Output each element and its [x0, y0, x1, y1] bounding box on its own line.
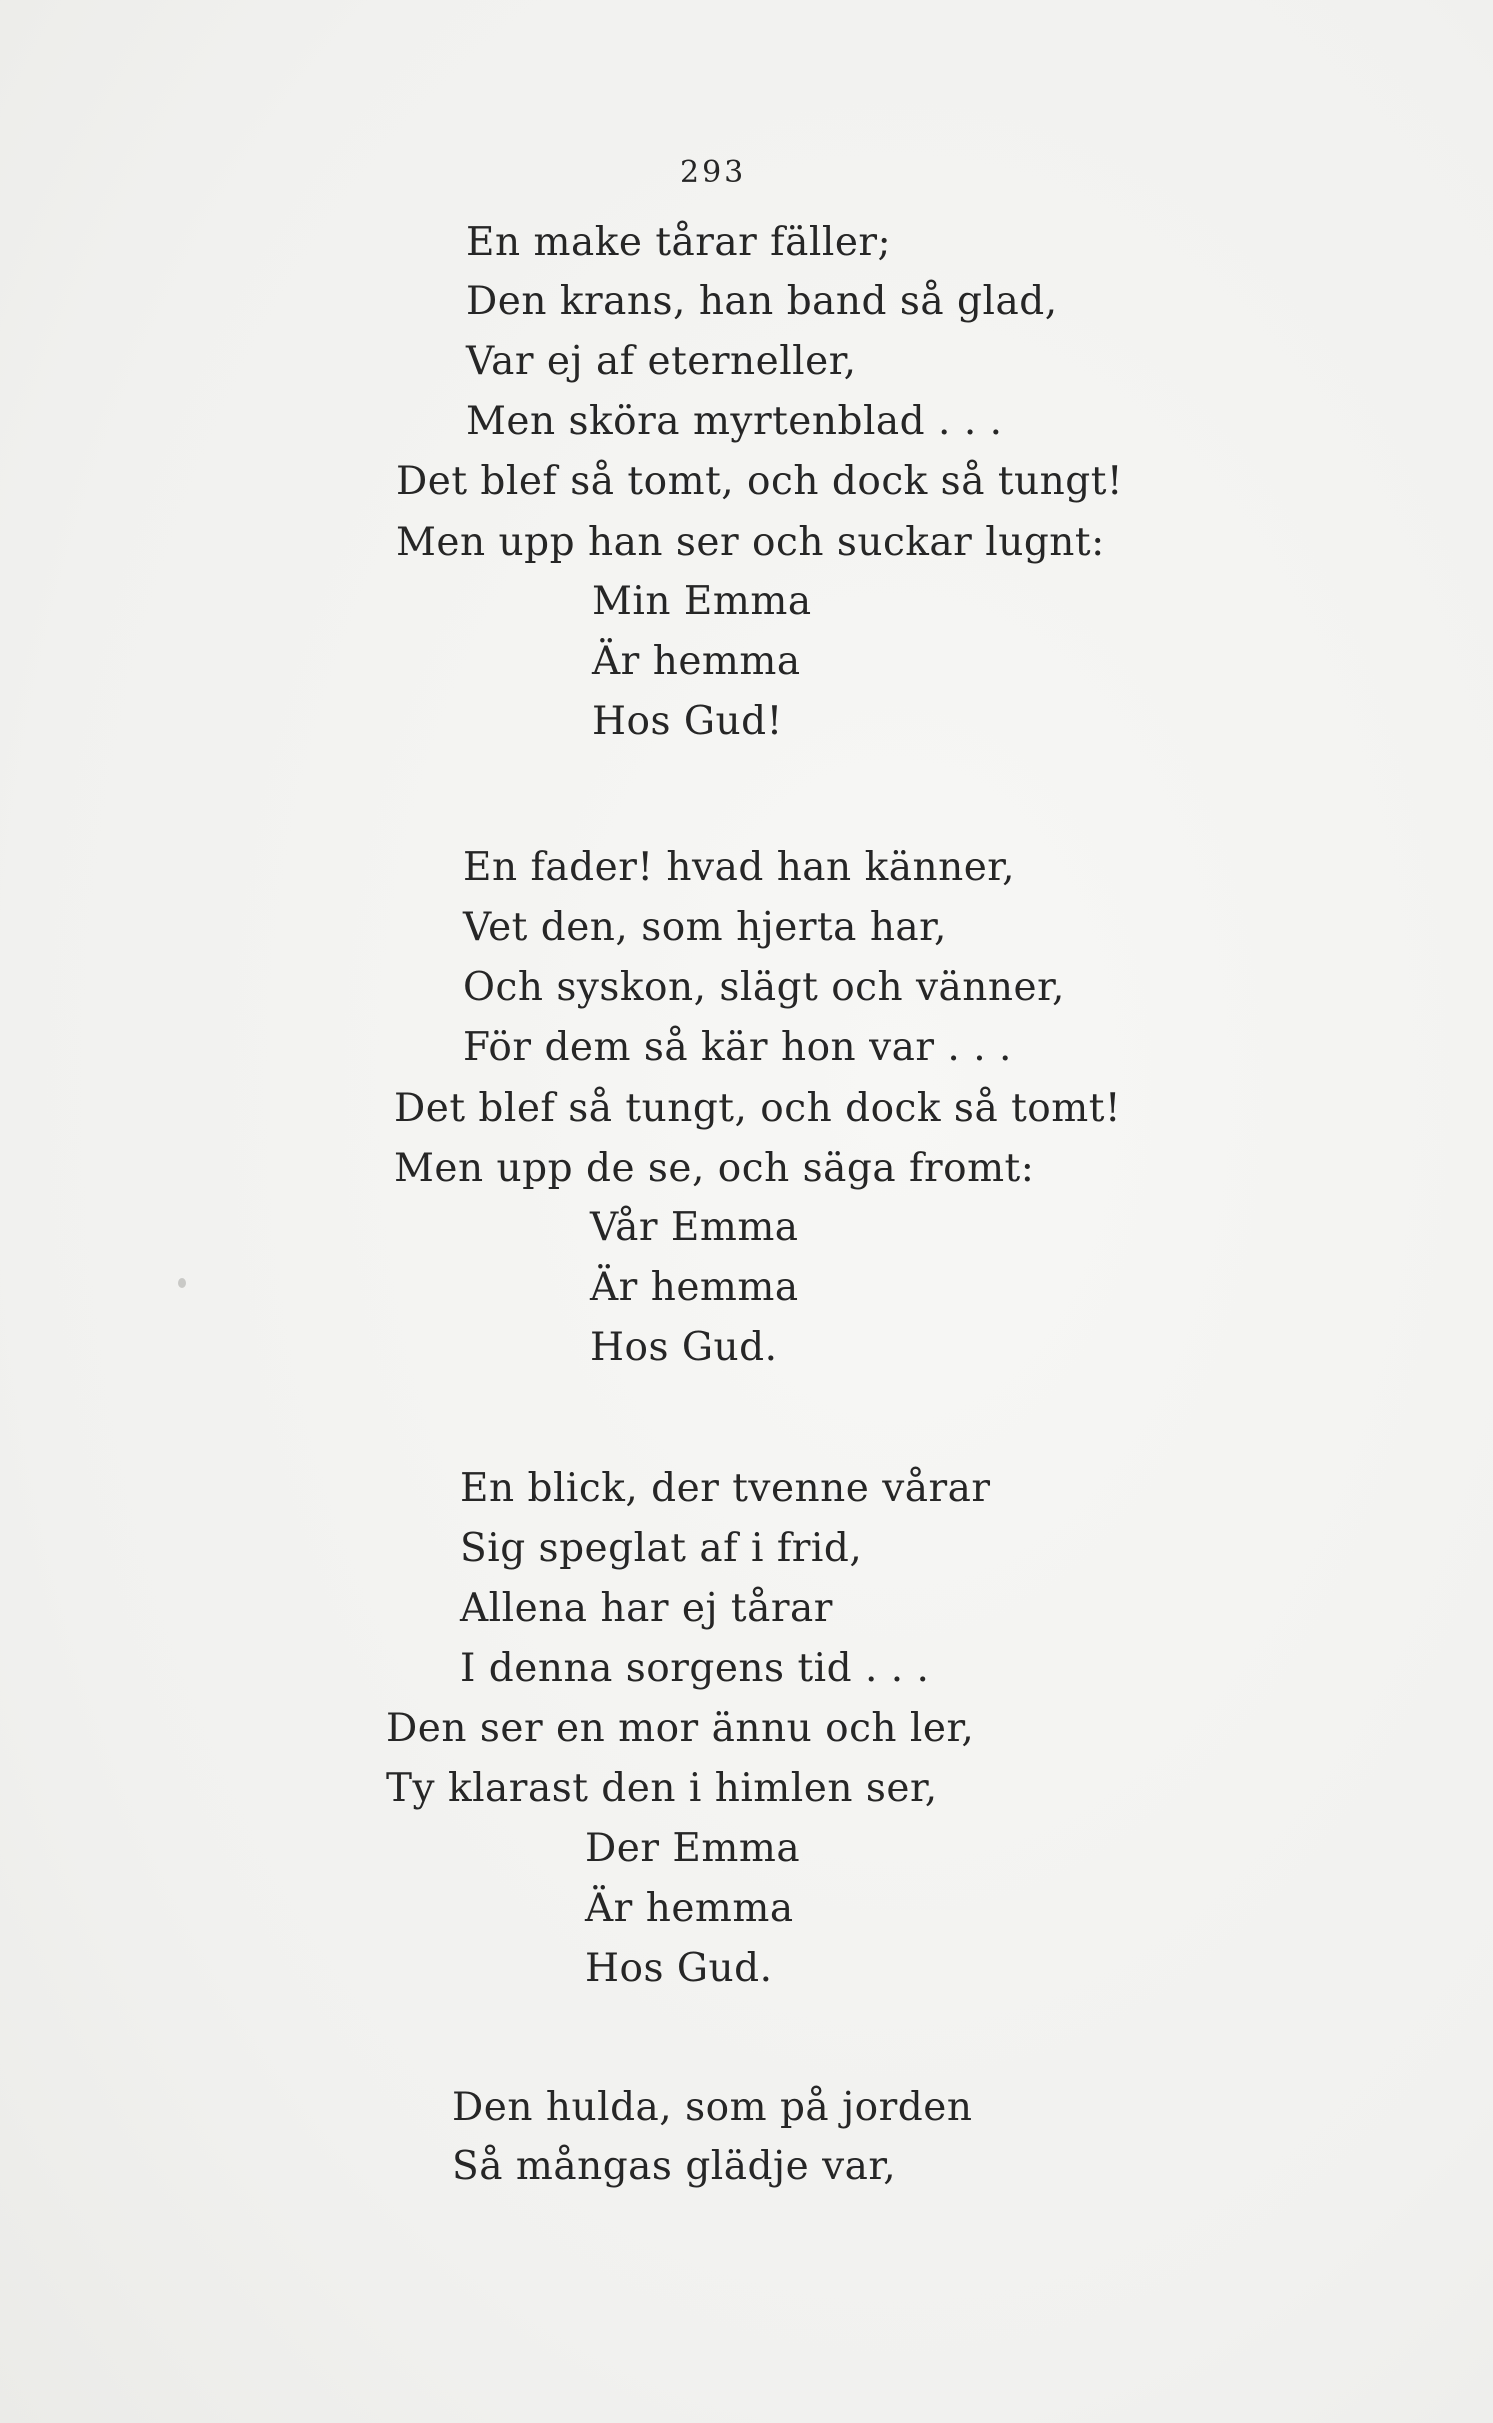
paper-speck: [178, 1278, 186, 1288]
verse-line: Der Emma: [585, 1826, 801, 1871]
verse-line: Ty klarast den i himlen ser,: [386, 1766, 938, 1811]
verse-line: Men sköra myrtenblad . . .: [466, 399, 1003, 444]
verse-line: I denna sorgens tid . . .: [460, 1646, 930, 1691]
verse-line: Sig speglat af i frid,: [460, 1526, 863, 1571]
verse-line: Och syskon, slägt och vänner,: [463, 965, 1065, 1010]
verse-line: En blick, der tvenne vårar: [460, 1466, 991, 1511]
verse-line: Hos Gud.: [590, 1325, 778, 1370]
verse-line: Min Emma: [592, 579, 812, 624]
verse-line: Den hulda, som på jorden: [452, 2085, 973, 2130]
verse-line: Den krans, han band så glad,: [466, 279, 1058, 324]
verse-line: Är hemma: [585, 1886, 794, 1931]
verse-line: En make tårar fäller;: [466, 220, 892, 265]
verse-line: En fader! hvad han känner,: [463, 845, 1016, 890]
verse-line: Men upp han ser och suckar lugnt:: [396, 520, 1105, 565]
verse-line: Det blef så tungt, och dock så tomt!: [394, 1086, 1122, 1131]
verse-line: För dem så kär hon var . . .: [463, 1025, 1012, 1070]
verse-line: Hos Gud!: [592, 699, 783, 744]
verse-line: Vet den, som hjerta har,: [463, 905, 947, 950]
verse-line: Den ser en mor ännu och ler,: [386, 1706, 975, 1751]
page-number: 293: [680, 155, 747, 190]
verse-line: Är hemma: [592, 639, 801, 684]
verse-line: Så mångas glädje var,: [452, 2144, 897, 2189]
verse-line: Det blef så tomt, och dock så tungt!: [396, 459, 1124, 504]
verse-line: Vår Emma: [590, 1205, 799, 1250]
verse-line: Är hemma: [590, 1265, 799, 1310]
verse-line: Var ej af eterneller,: [466, 339, 857, 384]
verse-line: Hos Gud.: [585, 1946, 773, 1991]
verse-line: Men upp de se, och säga fromt:: [394, 1146, 1035, 1191]
verse-line: Allena har ej tårar: [460, 1586, 833, 1631]
